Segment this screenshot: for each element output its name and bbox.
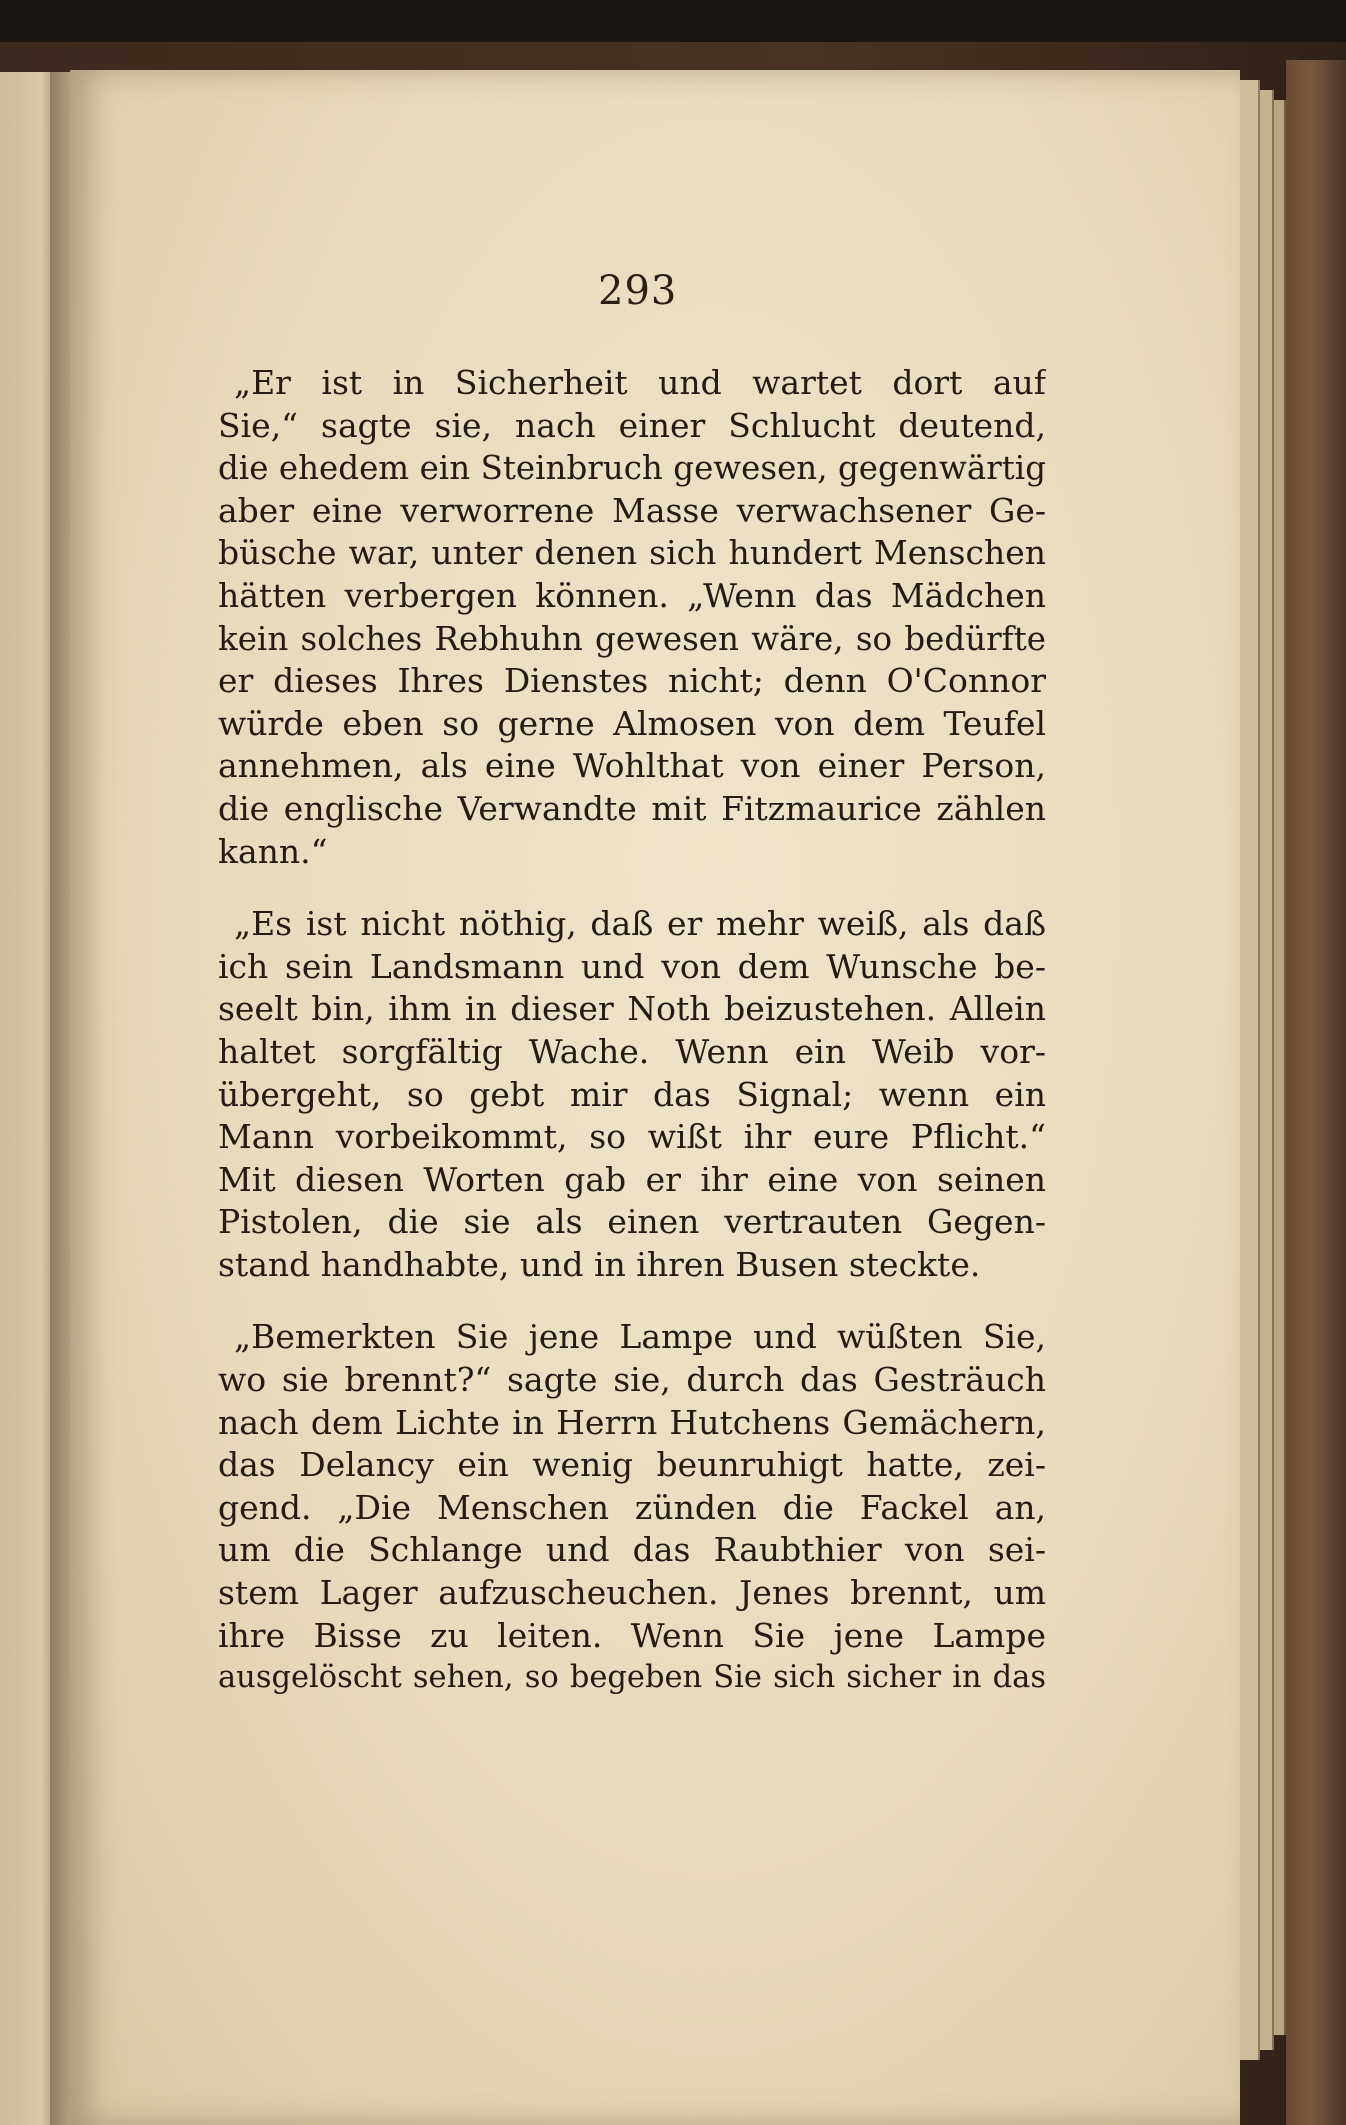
paragraph-1 bbox=[218, 362, 1046, 873]
text-line: hätten verbergen können. „Wenn das Mädchen bbox=[218, 575, 1046, 615]
text-line: um die Schlange und das Raubthier von sei- bbox=[218, 1530, 1046, 1570]
text-line: ich sein Landsmann und von dem Wunsche be- bbox=[218, 946, 1046, 986]
paragraph-2 bbox=[218, 903, 1046, 1286]
text-line: nach dem Lichte in Herrn Hutchens Gemächern, bbox=[218, 1402, 1046, 1442]
text-line: stand handhabte, und in ihren Busen steckte. bbox=[218, 1244, 981, 1284]
text-line: kann.“ bbox=[218, 831, 328, 871]
text-line: annehmen, als eine Wohlthat von einer Person, bbox=[218, 746, 1046, 786]
text-line: „Er ist in Sicherheit und wartet dort auf bbox=[234, 363, 1046, 402]
text-line: die englische Verwandte mit Fitzmaurice zählen bbox=[218, 788, 1046, 828]
text-line: „Es ist nicht nöthig, daß er mehr weiß, als daß bbox=[234, 904, 1046, 944]
text-line: er dieses Ihres Dienstes nicht; denn O'Connor bbox=[218, 661, 1046, 701]
page-number: 293 bbox=[598, 268, 678, 314]
text-line: kein solches Rebhuhn gewesen wäre, so bedürfte bbox=[218, 619, 1046, 658]
text-line: aber eine verworrene Masse verwachsener Ge- bbox=[218, 490, 1046, 530]
paragraph-3 bbox=[218, 1316, 1046, 1699]
text-line: Pistolen, die sie als einen vertrauten Gegen- bbox=[218, 1202, 1046, 1242]
text-line: gend. „Die Menschen zünden die Fackel an, bbox=[218, 1487, 1046, 1527]
page-text bbox=[218, 362, 1046, 1700]
text-line: büsche war, unter denen sich hundert Menschen bbox=[218, 533, 1046, 573]
text-line: würde eben so gerne Almosen von dem Teufel bbox=[218, 703, 1046, 743]
text-line: übergeht, so gebt mir das Signal; wenn ein bbox=[218, 1074, 1046, 1114]
text-line: seelt bin, ihm in dieser Noth beizustehen. Allein bbox=[218, 989, 1046, 1029]
text-line: haltet sorgfältig Wache. Wenn ein Weib vor- bbox=[218, 1031, 1046, 1071]
text-line: wo sie brennt?“ sagte sie, durch das Gesträuch bbox=[218, 1360, 1046, 1400]
text-line: ausgelöscht sehen, so begeben Sie sich sicher in das bbox=[218, 1660, 1046, 1696]
text-line: das Delancy ein wenig beunruhigt hatte, zei- bbox=[218, 1445, 1046, 1485]
text-line: Mit diesen Worten gab er ihr eine von seinen bbox=[218, 1159, 1046, 1199]
text-line: ihre Bisse zu leiten. Wenn Sie jene Lampe bbox=[218, 1615, 1046, 1655]
text-line: Sie,“ sagte sie, nach einer Schlucht deutend, bbox=[218, 405, 1046, 445]
text-line: die ehedem ein Steinbruch gewesen, gegenwärtig bbox=[218, 449, 1046, 488]
text-line: Mann vorbeikommt, so wißt ihr eure Pflicht.“ bbox=[218, 1117, 1046, 1157]
book-cover-edge bbox=[1286, 60, 1346, 2125]
text-line: stem Lager aufzuscheuchen. Jenes brennt, um bbox=[218, 1573, 1046, 1613]
text-line: „Bemerkten Sie jene Lampe und wüßten Sie, bbox=[234, 1317, 1046, 1357]
